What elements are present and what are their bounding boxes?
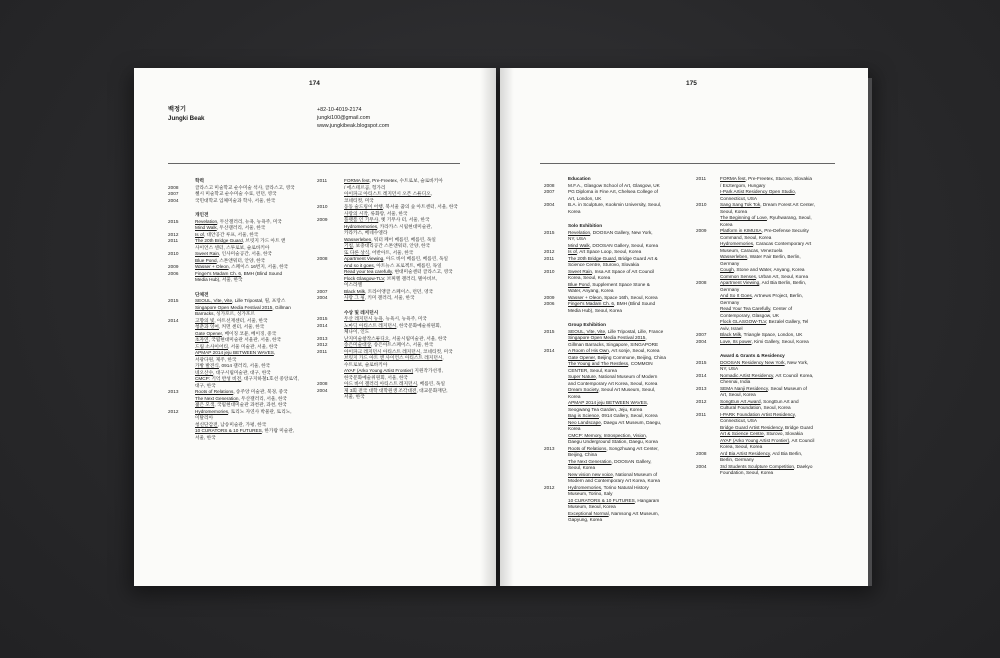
entry-year: 2011 [317,178,328,183]
entry-text: Apartment Viewing, 아드 바이 베를린, 베를린, 독일 [344,256,449,261]
email: jungki100@gmail.com [317,115,371,122]
entry-text: 사랑의 시작, 류화랑, 서울, 한국 [344,210,408,216]
cv-entry [544,209,694,216]
entry-text: Korea [568,426,581,431]
entry-text: The Beginning of Love, Ryuhwarang, Seoul, [720,215,812,220]
entry-text: Korea [568,208,581,214]
entry-text: 아이파크 아티스트 레지던시 오픈 스튜디오, [344,191,433,196]
entry-text: 아드 바이 갤러리 아티스트 레지던시, 베를린, 독일 [344,381,445,386]
entry-text: PG Diploma in Fine Art, Chelsea College of [568,189,658,194]
entry-text: The Next Generation, 두산갤러리, 서울, 한국 [195,395,288,401]
entry-text: Exceptional Normal, Namsong Art Museum, [568,510,659,516]
entry-text: Seogwang Tea Garden, Jeju, Korea [568,406,643,412]
entry-text: 이스라엘 [344,282,363,287]
entry-text: Mind Walk, 두산갤러리, 서울, 한국 [195,225,266,230]
entry-text: 코네티컷, 미국 [344,197,374,203]
entry-year: 2009 [168,264,179,269]
entry-year: 2015 [317,316,328,321]
entry-text: Connecticut, USA [720,418,757,423]
entry-year [168,435,195,442]
section-title: 개인전 [195,212,209,217]
entry-year: 2004 [696,338,707,344]
entry-text: Blue Pond, 스톤앤워터, 안양, 한국 [195,257,266,263]
entry-text: Sweet Rain, 인사미술공간, 서울, 한국 [195,251,273,256]
entry-text: 수트로보, 슬로바키아 [344,361,388,367]
entry-text: Art, London, UK [568,195,602,201]
entry-text: 서울, 한국 [344,394,365,399]
entry-text: 플랫폼 인 기무사, 옛 기무사 터, 서울, 한국 [344,217,430,222]
entry-text: Korea, Seoul, Korea [720,444,763,449]
page-number: 174 [309,80,320,87]
entry-year: 2012 [168,408,179,414]
cv-column [317,178,467,401]
entry-year: 2008 [696,450,707,456]
entry-year: 2008 [317,256,328,261]
entry-text: Cough, Stone and Water, Anyang, Korea [720,267,805,272]
entry-year: 2008 [317,381,328,386]
entry-year: 2004 [317,387,328,393]
cv-entry [544,308,694,315]
entry-text: 또 다른 상식, 어반아트, 서울, 한국 [344,249,414,255]
entry-text: SongEun Art Award, SongEun Art and [720,398,799,404]
entry-text: Art, Seoul, Korea [720,392,756,397]
entry-year: 2011 [696,176,707,181]
section-gap [168,284,318,289]
entry-text: Bag is Science, 0914 Gallery, Seoul, Korea [568,413,658,418]
entry-text: 대구, 한국 [195,382,216,388]
entry-text: CMCP: Memory, Introspection, Vision, [568,432,648,438]
entry-text: The Next Generation, DOOSAN Gallery, [568,458,652,464]
entry-text: Hydromemories, Caracas Contemporary Art [720,241,812,246]
entry-year: 2004 [544,202,555,207]
entry-text: Museum, Seoul, Korea [568,504,616,509]
entry-text: 초자연, 국립현대미술관 서울관, 서울, 한국 [195,337,282,342]
entry-text: 10 CURATORS & 10 FUTURES, 한가람 미술관, [195,428,295,433]
entry-text: Wasser + Oleon, Space 16th, Seoul, Korea [568,294,658,300]
entry-year: 2015 [696,359,707,365]
section-gap [696,345,846,350]
entry-text: Media Hub), 서울, 한국 [195,277,243,282]
entry-text: SEOUL, Vite, Vite, Lille Tripostal, Lille, France [568,328,664,334]
section-title: Award & Grants & Residency [720,353,785,358]
entry-year: 2008 [544,182,555,188]
entry-year: 2006 [168,270,179,276]
entry-year: 2009 [317,217,328,222]
entry-year: 2014 [168,317,179,323]
entry-year: 2015 [168,218,179,224]
entry-year [544,517,568,524]
entry-year: 2013 [317,335,328,341]
entry-text: B.A. in Sculpture, Kookmin University, Seoul, [568,202,662,207]
entry-year: 2011 [696,411,707,417]
entry-text: Aviv, Israel [720,325,743,331]
entry-text: / 에스테르곰, 헝가리 [344,184,386,190]
cv-entry [168,435,318,442]
entry-text: Finger's Madam Ch. 6, BMH (Blind Sound [195,270,283,276]
entry-text: Berlin, Germany [720,457,754,462]
entry-text: Barracks, 싱가포르, 싱가포르 [195,311,255,316]
entry-year: 2015 [544,229,555,235]
entry-text: Beijing, China [568,452,597,457]
gutter-shade [500,68,514,586]
entry-text: Modern and Contemporary Art Korea, Korea [568,478,660,483]
entry-text: Sweet Rain, Insa Art Space of Art Council [568,268,655,274]
entry-text: Command, Seoul, Korea [720,234,772,240]
entry-text: Chennai, India [720,379,751,384]
entry-text: The Young and The Restless, COMMON [568,361,653,366]
entry-year: 2004 [168,197,179,203]
entry-year [544,209,568,216]
entry-text: Germany [720,260,740,266]
section-title: Group Exhibition [568,322,607,327]
entry-text: CENTER, Seoul, Korea [568,367,617,373]
entry-text: Is of, Art Space Loop, Seoul, Korea [568,249,642,254]
entry-text: Nomadic Artist Residency, Art Council Korea, [720,372,814,378]
artist-name-korean: 백정기 [168,106,186,113]
entry-text: Korea [568,393,581,399]
section-gap [544,215,694,220]
gutter-shade [480,68,496,586]
entry-year: 2009 [696,228,707,233]
entry-text: Media Hub), Seoul, Korea [568,307,622,313]
cv-column [544,176,694,524]
cv-column [168,178,318,441]
entry-text: The 20th Bridge Guard, 브릿지 가드 아트 앤 [195,238,286,243]
entry-text: APMAP 2014 jeju BETWEEN WAVES, [195,350,276,355]
entry-text: Super Nature, National Museum of Modern [568,374,658,379]
entry-text: Contemporary, Glasgow, UK [720,312,780,318]
entry-year: 2011 [544,255,555,261]
entry-text: Platform in KIMUSA, Pre-Defense Security [720,228,809,233]
entry-text: Gate Opener, Beijing Commune, Beijing, China [568,354,666,360]
entry-year: 2006 [544,301,555,306]
section-gap [317,302,467,307]
entry-text: Ard Bia Artist Residency, Ard Bia Berlin, [720,450,803,456]
entry-year: 2007 [696,332,707,337]
entry-text: 브릿지 가드 아트 앤 사이언스 아티스트 레지던시, [344,355,444,360]
entry-text: Art & Science Centre, Sturovo, Slovakia [720,431,803,436]
entry-text: 송은미술대상, 송은아트스페이스, 서울, 한국 [344,342,434,347]
entry-text: 국민대학교 입체미술과 학사, 서울, 한국 [195,197,276,203]
entry-text: 동동 술드링이 어행, 북서울 꿈의 숲 아트센터, 서울, 한국 [344,204,458,209]
entry-text: FORMA fest, Pre-Freetex, Sturovo, Slovakia [720,176,812,181]
entry-text: Blue Pond, Supplement Space Stone & [568,281,650,287]
entry-text: Bridge Guard Artist Residency, Bridge Guard [720,424,813,430]
entry-year: 2015 [544,328,555,334]
entry-text: Black Milk, Triangle Space, London, UK [720,332,803,337]
entry-text: Dream Society, Seoul Art Museum, Seoul, [568,387,656,392]
entry-year: 2008 [168,184,179,190]
page-number: 175 [686,80,697,87]
entry-text: 제 3회 전국 대학 대학원생 조각대전, 대교문화재단, [344,387,448,393]
entry-text: Neo Landscape, Daegu Art Museum, Daegu, [568,419,662,425]
entry-text: AYAF (Arko Young Artist Frontier) 지원작가선정, [344,368,443,373]
entry-text: FORMA fest, Pre-Freetex, 수트로보, 슬로바키아 [344,178,443,183]
entry-text: 네오산수, 대구시립미술관, 대구, 한국 [195,369,271,375]
entry-text: / Esztergom, Hungary [720,182,766,188]
entry-text: Water, Anyang, Korea [568,288,614,293]
entry-text: and Contemporary Art Korea, Seoul, Korea [568,380,658,386]
entry-year [168,277,195,284]
entry-text: Roots of Relations, Songzhuang Art Center, [568,445,659,451]
entry-year: 2013 [544,445,555,451]
cv-entry [544,517,694,524]
entry-text: Read your tea carefully, 현대미술센터 글라스고, 영국 [344,269,453,274]
entry-text: Wasserleben, Water Fair Berlin, Berlin, [720,254,801,259]
entry-text: A Room of His Own, Art sonje, Seoul, Korea [568,348,660,353]
divider [540,163,835,164]
entry-text: 두산 레지던시 뉴욕, 뉴욕시, 뉴욕주, 미국 [344,316,427,321]
entry-year: 2010 [168,251,179,256]
entry-year: 2010 [544,268,555,274]
entry-text: 고향의 빛, 아트선재센터, 서울, 한국 [195,317,268,323]
entry-year [317,394,344,401]
entry-year: 2012 [317,342,328,347]
entry-text: Museum, Caracas, Venezuela [720,247,783,253]
entry-text: Mind Walk, DOOSAN Gallery, Seoul, Korea [568,242,659,248]
entry-year: 2013 [696,385,707,391]
entry-year: 2011 [168,238,179,243]
entry-year [696,470,720,477]
entry-text: 10 CURATORS & 10 FUTURES, Hangaram [568,497,660,503]
left-page [134,68,496,586]
entry-text: 카라카스, 베네수엘라 [344,230,388,235]
entry-year: 2012 [168,231,179,237]
entry-year: 2007 [544,189,555,194]
entry-text: Read Your Tea Carefully, Center of [720,306,793,311]
entry-year: 2012 [696,398,707,404]
entry-text: And So It Goes, Artnews Project, Berlin, [720,293,803,298]
section-title: Education [568,176,591,181]
entry-text: 이탈리아 [195,415,214,420]
entry-text: 한국문화예술위원회, 서울, 한국 [344,374,409,380]
entry-text: 청신단감전, 남송미술관, 가평, 한국 [195,421,267,427]
entry-text: Daegu Underground Station, Daegu, Korea [568,439,658,444]
website: www.jungkibeak.blogspot.com [317,123,390,130]
entry-text: SEMA Nanji Residency, Seoul Museum of [720,385,807,391]
cv-entry [696,470,846,477]
entry-text: 3rd Students Sculpture Competition, Daekyo [720,463,813,469]
section-gap [168,204,318,209]
entry-text: Flock Glasgow-TLV, 브찌렐 갤러리, 텔아비브, [344,275,438,281]
entry-text: 첼시 미술학교 순수미술 수료, 런던, 영국 [195,191,277,196]
entry-text: Common Senses, Urban Art, Seoul, Korea [720,273,809,279]
entry-text: Wasserleben, 워터 페어 베를린, 베를린, 독일 [344,236,436,242]
entry-year: 2004 [317,295,328,300]
entry-text: Is of, 대안공간 루프, 서울, 한국 [195,231,259,237]
divider [168,163,460,164]
section-title: 수상 및 레지던시 [344,309,379,315]
entry-text: The 20th Bridge Guard, Bridge Guard Art & [568,255,658,261]
entry-year: 2004 [696,463,707,469]
entry-text: Museum, Torino, Italy [568,491,613,496]
entry-text: Hydromemories, 카라카스 시립현대미술관, [344,223,433,229]
cv-column [696,176,846,477]
entry-text: Gapyung, Korea [568,517,603,522]
entry-year: 2011 [317,348,328,354]
entry-text: Hydromemories, 토리노 자연사 박물관, 토리노, [195,408,292,414]
entry-year: 2010 [696,202,707,207]
entry-text: Sang Sang Tok Tok, Dream Forest Art Center, [720,202,815,207]
entry-text: Gate Opener, 베이징 코뮨, 베이징, 중국 [195,330,277,336]
entry-text: Connecticut, USA [720,195,757,201]
artist-name [168,106,204,123]
entry-text: Science Centre, Sturovo, Slovakia [568,262,640,267]
cv-entry [168,277,318,284]
entry-year: 2014 [696,372,707,378]
entry-text: CMCP: 기억 반성 비전, 대구지하철1호선 중앙로역, [195,376,299,381]
entry-text: Black Milk, 트라이앵글 스페이스, 런던, 영국 [344,288,434,294]
entry-text: Flock GLASGOW-TLV, Bezalel Gallery, Tel [720,319,809,324]
entry-text: 드림 소사이어티, 서울 미술관, 서울, 한국 [195,343,278,349]
entry-text: Korea, Seoul, Korea [568,275,611,280]
entry-text: Foundation, Seoul, Korea [720,470,774,475]
phone: +82-10-4019-2174 [317,107,362,113]
artist-name-english: Jungki Beak [168,114,205,122]
entry-year: 2014 [544,348,555,353]
entry-year: 2013 [168,389,179,394]
entry-text: 젊은 모색, 국립현대미술관 과천관, 과천, 한국 [195,402,287,407]
entry-text: SEOUL, Vite, Vite, Lille Tripostal, 릴, 프랑스 [195,298,286,303]
entry-year: 2007 [317,288,328,294]
entry-text: 난지미술창작스튜디오, 서울시립미술관, 서울, 한국 [344,335,447,341]
entry-text: 아이파크 레지던시 아티스트 레지던시, 코네티컷, 미국 [344,348,453,354]
entry-year: 2009 [544,294,555,300]
entry-text: And so it goes, 아트뉴스 프로젝트, 베를린, 독일 [344,262,442,268]
entry-text: 사랑 그 핑, 키미 갤러리, 서울, 한국 [344,295,415,300]
contact-info [317,106,389,131]
entry-year: 2014 [317,322,328,328]
entry-text: Cultural Foundation, Seoul, Korea [720,405,791,410]
entry-text: Singapore Open Media Festival 2015, Gillman [195,304,291,310]
entry-text: DOOSAN Residency New York, New York, [720,359,809,365]
entry-year [544,308,568,315]
entry-text: Germany [720,286,740,292]
entry-text: Revelation, DOOSAN Gallery, New York, [568,229,653,235]
entry-text: 청춘과 잉여, 커먼 센터, 서울, 한국 [195,324,265,329]
entry-text: Apartment Viewing, Ard Bia Berlin, Berlin, [720,280,807,285]
section-title: 단체전 [195,291,209,297]
entry-year: 2015 [168,298,179,303]
cv-entry [696,339,846,346]
entry-text: Roots of Relations, 송주앙 미술관, 북경, 중국 [195,389,288,394]
entry-text: Singapore Open Media Festival 2015, [568,335,647,340]
entry-text: NY, USA [568,236,587,241]
entry-text: 노마딕 아티스트 레지던시, 한국문화예술위원회, [344,322,442,328]
section-title: 학력 [195,178,205,183]
entry-text: Gillman Barracks, Singapore, SINGAPORE [568,341,659,347]
entry-text: APMAP 2014 jeju BETWEEN WAVES, [568,400,649,405]
entry-text: I-Park Artist Residency Open Studio, [720,189,797,194]
entry-text: 기침, 보충대리공간 스톤앤워터, 안양, 한국 [344,243,431,248]
entry-text: 서광다원, 제주, 한국 [195,356,237,362]
entry-text: NY, USA [720,366,739,371]
cv-entry [168,198,318,205]
entry-text: Love, Its power, Kimi Gallery, Seoul, Korea [720,338,809,344]
section-gap [544,314,694,319]
entry-text: 체나이, 인도 [344,329,370,334]
entry-text: Revelation, 두산갤러리, 뉴욕, 뉴욕주, 미국 [195,218,282,224]
entry-text: Seoul, Korea [720,208,748,214]
entry-text: Germany [720,299,740,305]
entry-year: 2007 [168,191,179,196]
cv-entry [317,394,467,401]
right-page [500,68,868,586]
entry-text: New vision new voice, National Museum of [568,471,658,477]
entry-text: I-PARK Foundation Artist Residency, [720,411,796,417]
entry-text: 사이언스 센터, 스투로보, 슬로바키아 [195,244,270,250]
entry-text: 가방 발견식, 0914 갤러리, 서울, 한국 [195,363,271,368]
entry-year: 2012 [544,484,555,490]
entry-year: 2008 [696,280,707,285]
entry-text: Seoul, Korea [568,465,596,470]
entry-text: 서울, 한국 [195,434,216,440]
entry-year: 2010 [317,204,328,209]
entry-text: AYAF (Arko Young Artist Frontier), Art Council [720,437,815,443]
entry-text: Hydromemories, Torino Natural History [568,484,649,490]
entry-text: Korea [720,221,733,227]
entry-year: 2012 [544,249,555,254]
entry-text: M.F.A., Glasgow School of Art, Glasgow, UK [568,182,660,188]
entry-text: Wasser + Oleon, 스페이스 16번지, 서울, 한국 [195,264,289,269]
cv-entry [317,295,467,302]
entry-text: Finger's Madam Ch. 6, BMH (Blind Sound [568,301,656,306]
section-title: Solo Exhibition [568,223,603,228]
entry-text: 글라스고 미술학교 순수미술 석사, 글라스고, 영국 [195,184,295,190]
